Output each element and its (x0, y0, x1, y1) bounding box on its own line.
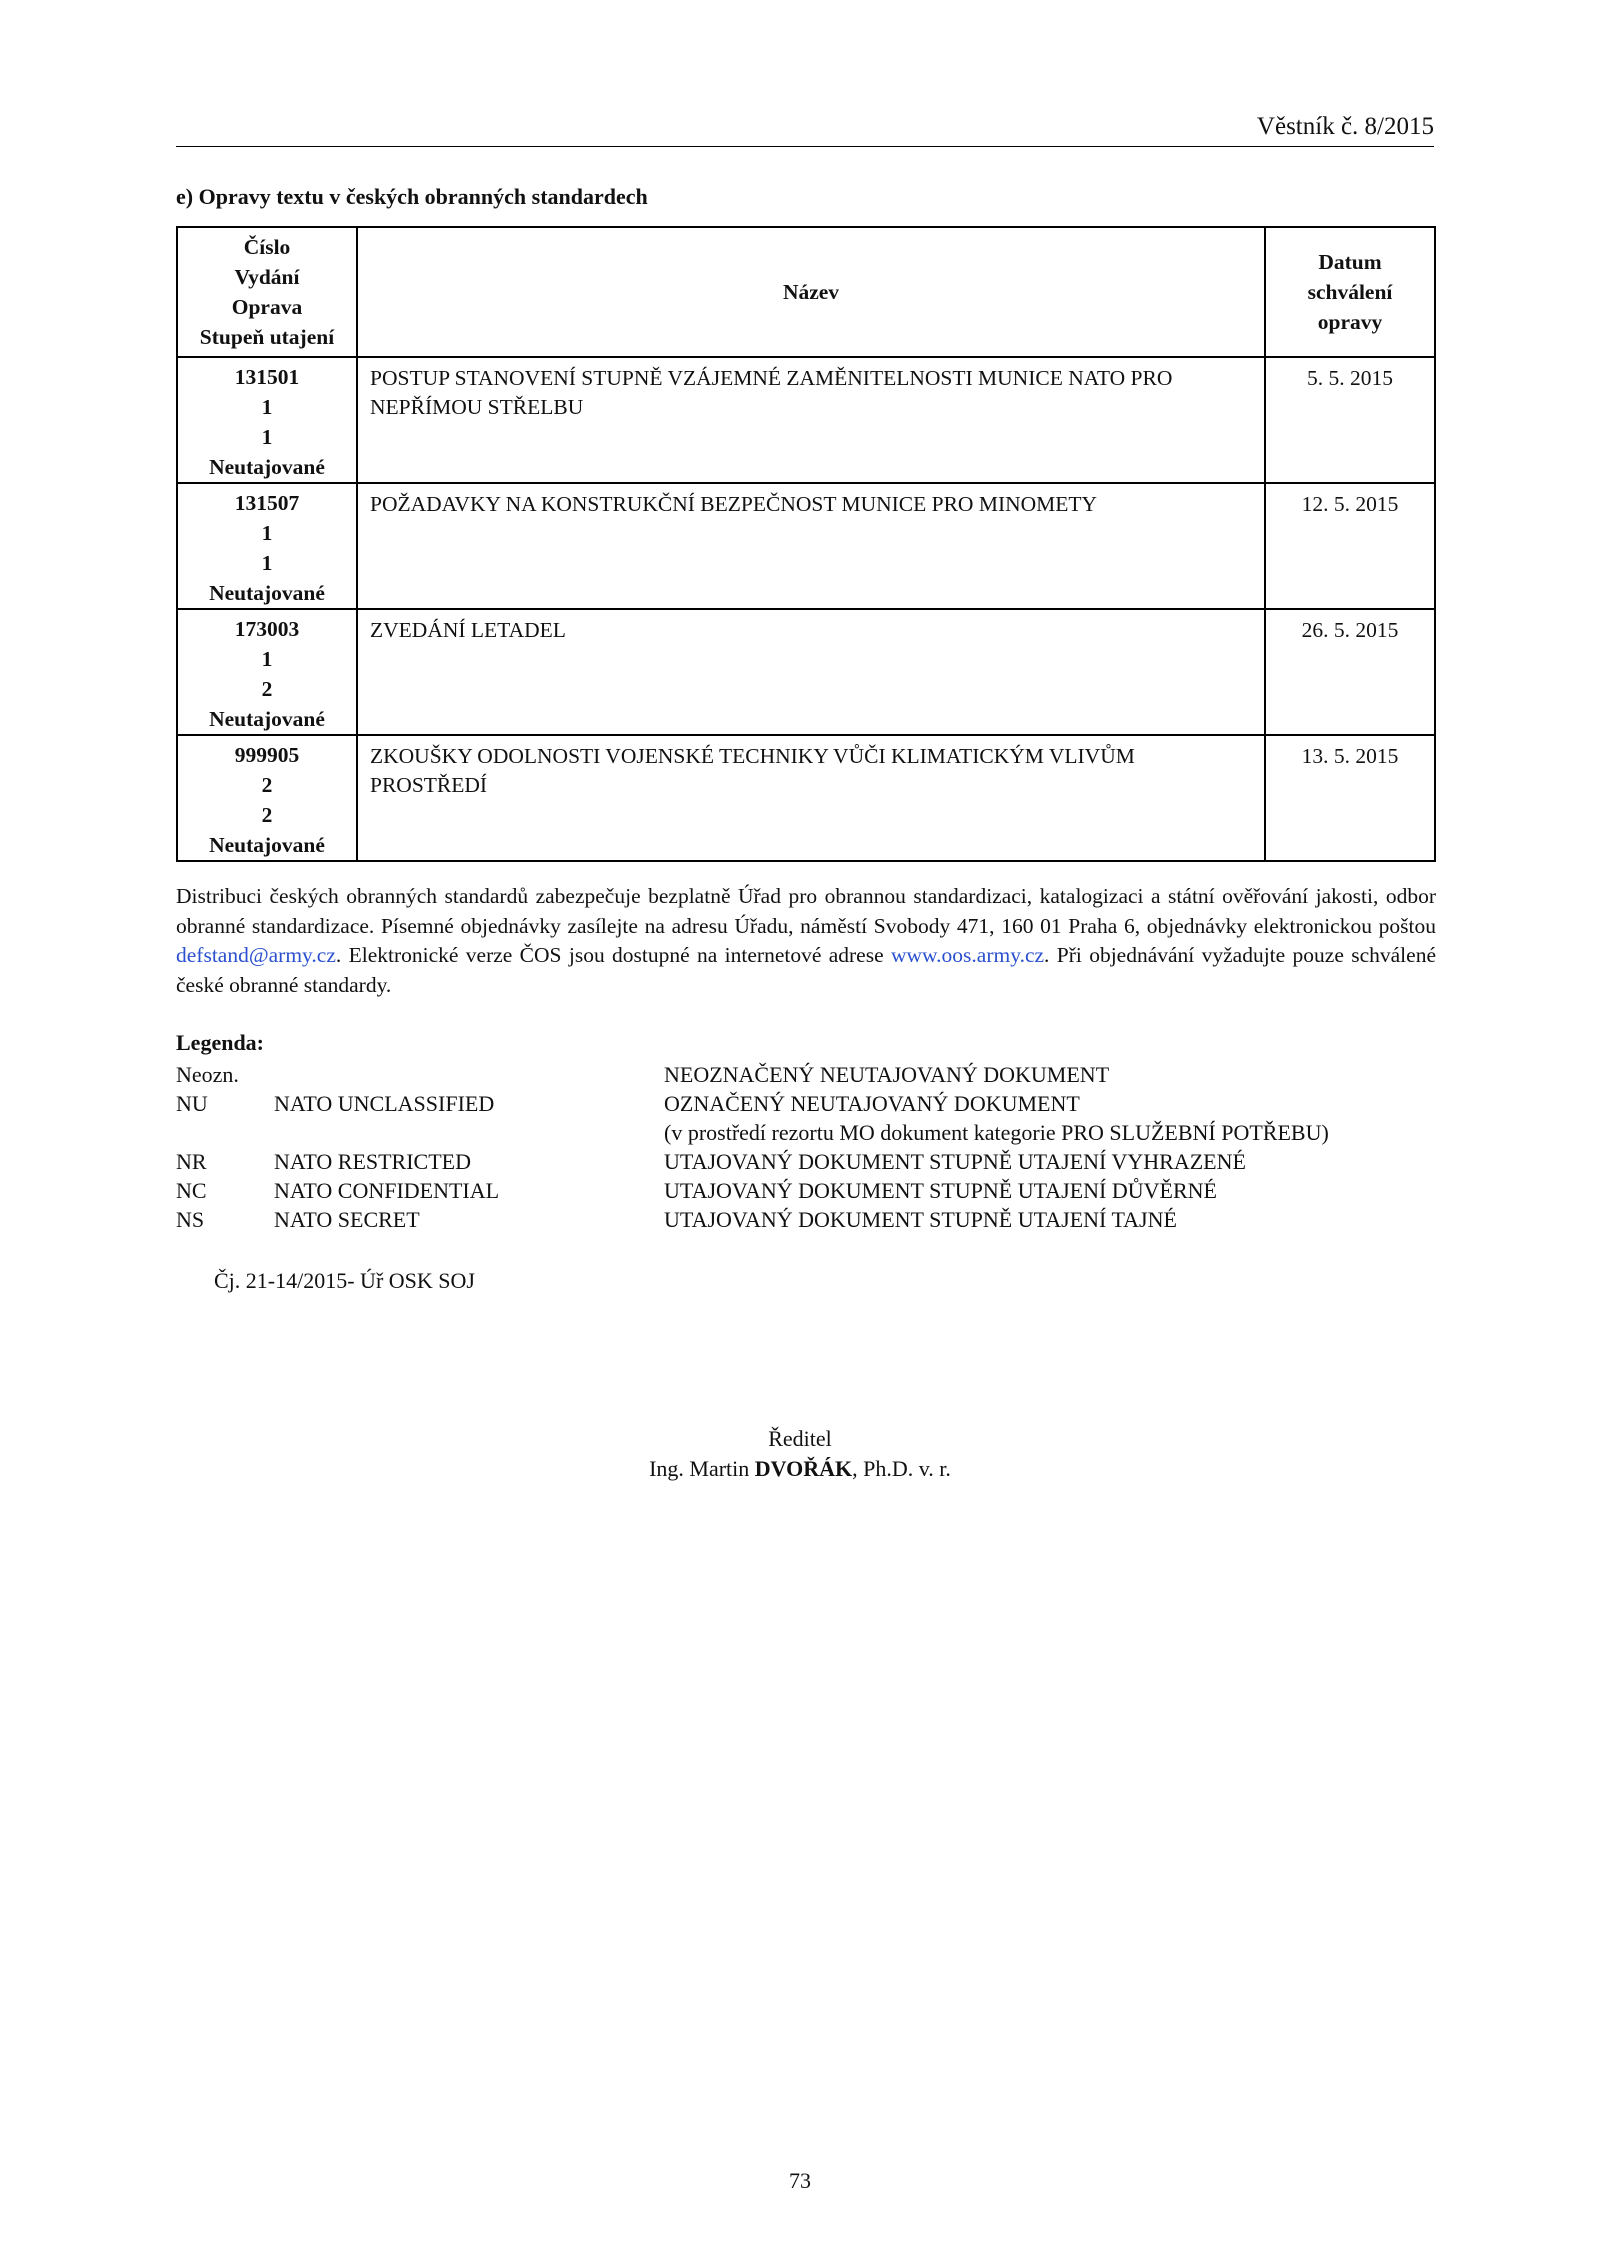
legend-row (176, 1176, 1436, 1205)
standard-number: 131501 (234, 365, 300, 389)
correction: 2 (261, 803, 273, 827)
legend-nato-marking: NATO SECRET (274, 1207, 420, 1232)
legend-description: OZNAČENÝ NEUTAJOVANÝ DOKUMENT (664, 1091, 1080, 1116)
table-row (177, 483, 1435, 609)
legend-description: UTAJOVANÝ DOKUMENT STUPNĚ UTAJENÍ TAJNÉ (664, 1207, 1177, 1232)
edition: 1 (261, 521, 273, 545)
classification-level: Neutajované (209, 707, 325, 731)
legend-description: UTAJOVANÝ DOKUMENT STUPNĚ UTAJENÍ VYHRAZENÉ (664, 1149, 1246, 1174)
legend-row (176, 1147, 1436, 1176)
header-label-edition: Vydání (234, 265, 300, 289)
approval-date: 5. 5. 2015 (1265, 357, 1435, 483)
header-label-date: Datum (1318, 250, 1382, 274)
approval-date: 12. 5. 2015 (1265, 483, 1435, 609)
website-link[interactable]: www.oos.army.cz (890, 943, 1045, 967)
page-header (176, 112, 1434, 147)
signature-name (0, 1454, 1600, 1484)
header-label-number: Číslo (243, 235, 291, 259)
legend-row (176, 1060, 1436, 1089)
approval-date: 13. 5. 2015 (1265, 735, 1435, 861)
header-label-approval: schválení (1307, 280, 1393, 304)
standard-name: POŽADAVKY NA KONSTRUKČNÍ BEZPEČNOST MUNICE PRO MINOMETY (357, 483, 1265, 609)
legend-code: NC (176, 1178, 207, 1203)
paragraph-text: . Elektronické verze ČOS jsou dostupné na internetové adrese (335, 943, 891, 967)
table-row (177, 609, 1435, 735)
legend-note: (v prostředí rezortu MO dokument kategorie PRO SLUŽEBNÍ POTŘEBU) (664, 1120, 1329, 1145)
legend-nato-marking: NATO UNCLASSIFIED (274, 1091, 495, 1116)
standard-name: ZVEDÁNÍ LETADEL (357, 609, 1265, 735)
page-number: 73 (789, 2168, 811, 2193)
correction: 2 (261, 677, 273, 701)
email-link[interactable]: defstand@army.cz (176, 943, 336, 967)
signatory-surname: DVOŘÁK (754, 1456, 853, 1481)
legend-code: Neozn. (176, 1062, 239, 1087)
standard-id-cell (177, 609, 357, 735)
legend-row (176, 1205, 1436, 1234)
distribution-paragraph (176, 882, 1436, 1000)
standard-id-cell (177, 483, 357, 609)
header-label-corrections: opravy (1317, 310, 1383, 334)
signatory-name: Ing. Martin (649, 1456, 755, 1481)
standard-number: 173003 (234, 617, 300, 641)
edition: 2 (261, 773, 273, 797)
classification-level: Neutajované (209, 581, 325, 605)
correction: 1 (261, 425, 273, 449)
legend-nato-marking: NATO RESTRICTED (274, 1149, 471, 1174)
table-row (177, 735, 1435, 861)
legend-code: NU (176, 1091, 208, 1116)
classification-level: Neutajované (209, 833, 325, 857)
header-date-cell (1265, 227, 1435, 357)
standard-number: 999905 (234, 743, 300, 767)
header-name-cell: Název (357, 227, 1265, 357)
legend-nato-marking: NATO CONFIDENTIAL (274, 1178, 500, 1203)
header-label-correction: Oprava (231, 295, 303, 319)
legend-code: NR (176, 1149, 207, 1174)
bulletin-title: Věstník č. 8/2015 (1256, 113, 1434, 140)
standard-number: 131507 (234, 491, 300, 515)
standards-table (176, 226, 1436, 862)
signature-role: Ředitel (768, 1426, 832, 1451)
legend (176, 1060, 1436, 1234)
legend-title: Legenda: (176, 1030, 264, 1055)
table-row (177, 357, 1435, 483)
classification-level: Neutajované (209, 455, 325, 479)
legend-row (176, 1089, 1436, 1147)
standard-name: ZKOUŠKY ODOLNOSTI VOJENSKÉ TECHNIKY VŮČI KLIMATICKÝM VLIVŮM PROSTŘEDÍ (357, 735, 1265, 861)
reference-number: Čj. 21-14/2015- Úř OSK SOJ (214, 1268, 475, 1293)
standard-id-cell (177, 357, 357, 483)
header-number-cell (177, 227, 357, 357)
correction: 1 (261, 551, 273, 575)
edition: 1 (261, 395, 273, 419)
approval-date: 26. 5. 2015 (1265, 609, 1435, 735)
header-label-level: Stupeň utajení (199, 325, 335, 349)
standard-id-cell (177, 735, 357, 861)
edition: 1 (261, 647, 273, 671)
standard-name: POSTUP STANOVENÍ STUPNĚ VZÁJEMNÉ ZAMĚNITELNOSTI MUNICE NATO PRO NEPŘÍMOU STŘELBU (357, 357, 1265, 483)
legend-code: NS (176, 1207, 205, 1232)
table-header-row (177, 227, 1435, 357)
section-title: e) Opravy textu v českých obranných standardech (176, 184, 648, 209)
legend-description-block (664, 1089, 1329, 1147)
signatory-title: , Ph.D. v. r. (852, 1456, 951, 1481)
legend-description: UTAJOVANÝ DOKUMENT STUPNĚ UTAJENÍ DŮVĚRNÉ (664, 1178, 1217, 1203)
legend-description: NEOZNAČENÝ NEUTAJOVANÝ DOKUMENT (664, 1062, 1110, 1087)
paragraph-text: Distribuci českých obranných standardů zabezpečuje bezplatně Úřad pro obrannou standardizaci, katalogizaci a státní ověřování jakosti, odbor obranné standardizace. Písemné objednávky zasílejte na adresu Úřadu, náměstí Svobody 471, 160 01 Praha 6, objednávky elektronickou poštou (176, 884, 1436, 938)
paragraph-text: . Při objednávání vyžadujte pouze schválené české obranné standardy. (176, 943, 1436, 997)
